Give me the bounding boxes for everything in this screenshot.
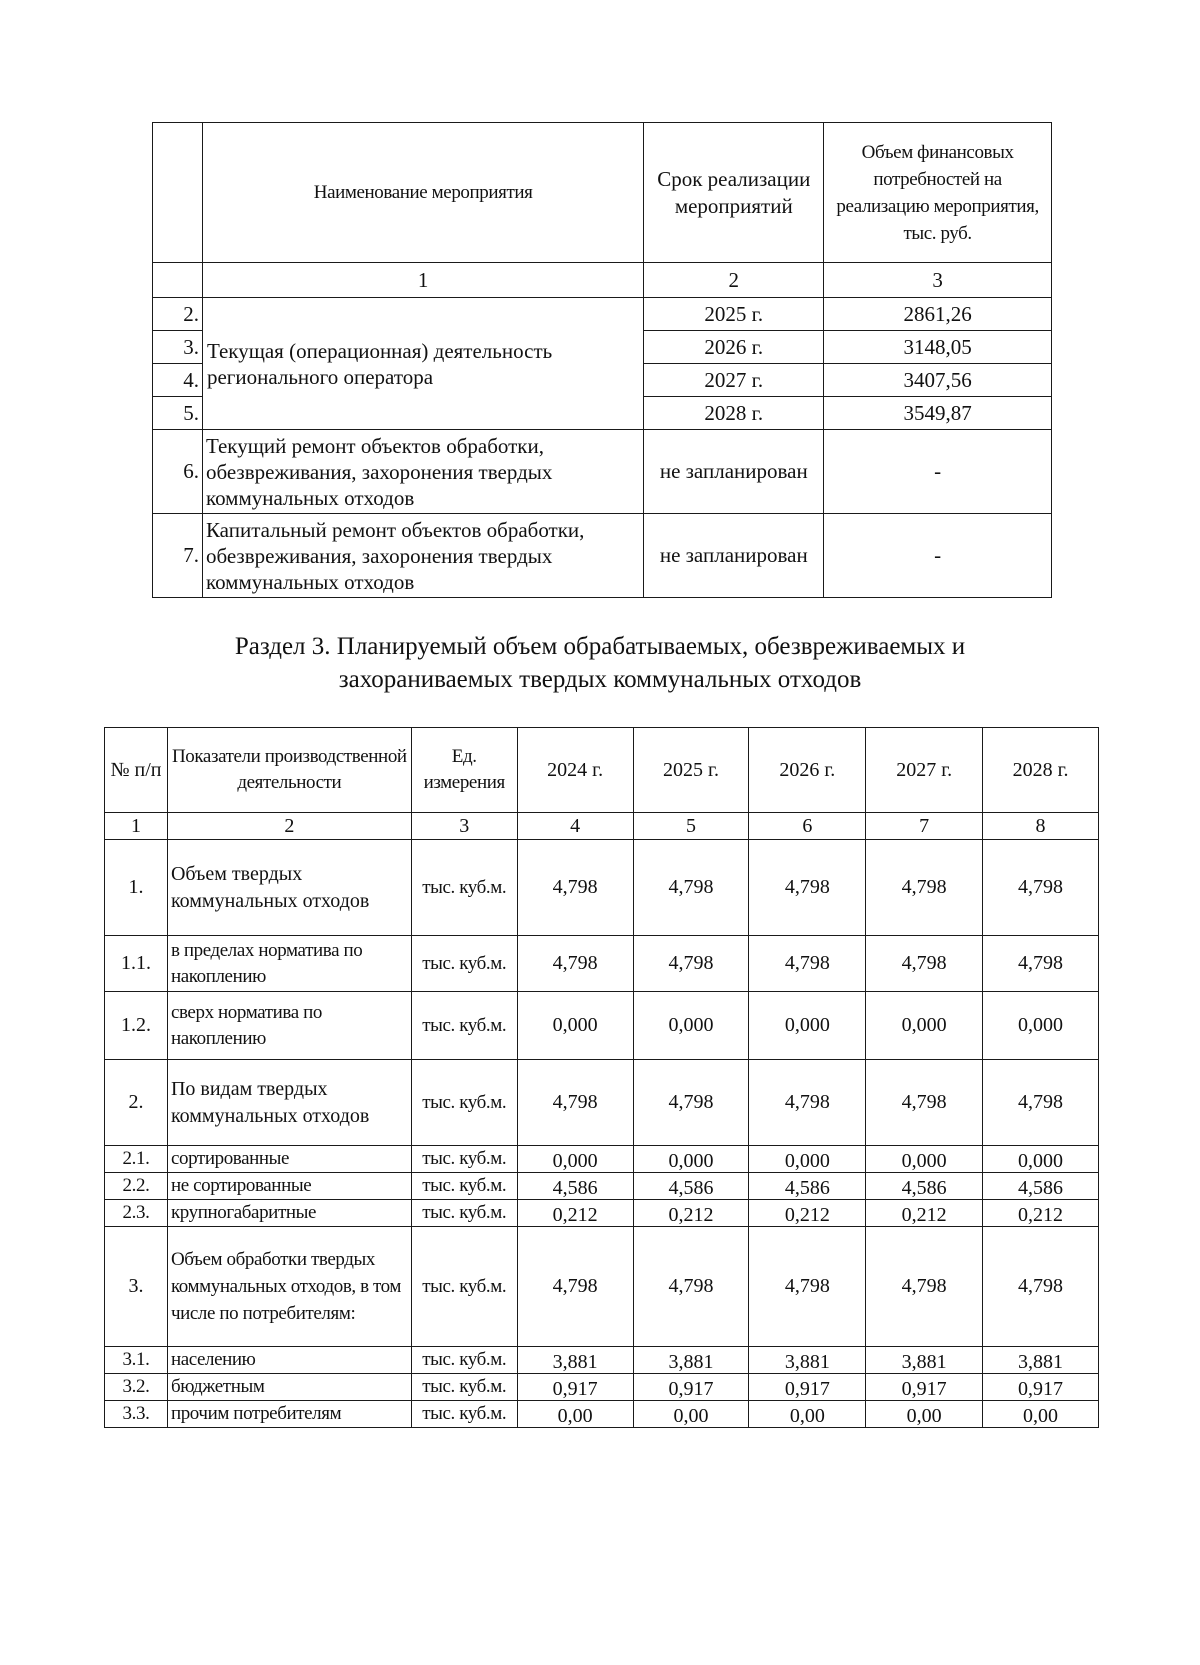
operational-activity-name: Текущая (операционная) деятельность регионального оператора [202,298,643,430]
row-indicator: не сортированные [167,1173,411,1200]
table2-colnum: 6 [749,813,866,840]
row-year: 2027 г. [644,364,824,397]
row-number: 1.1. [105,936,168,992]
table2-colnum: 3 [411,813,517,840]
row-value: 0,000 [866,992,983,1060]
table-row [105,1401,1099,1428]
row-number: 3.2. [105,1374,168,1401]
table2-header-year: 2025 г. [633,728,749,813]
table1-colnum: 1 [202,263,643,298]
row-value: 3,881 [633,1347,749,1374]
row-number: 3.3. [105,1401,168,1428]
row-value: 4,798 [749,1060,866,1146]
row-value: 0,00 [749,1401,866,1428]
row-value: 4,586 [749,1173,866,1200]
row-number: 1. [105,840,168,936]
row-value: 4,798 [517,936,633,992]
row-value: 0,00 [866,1401,983,1428]
row-amount: 3549,87 [824,397,1052,430]
row-value: 4,798 [749,936,866,992]
table2-header-year: 2028 г. [983,728,1099,813]
row-value: 3,881 [749,1347,866,1374]
row-number: 4. [153,364,203,397]
row-value: 3,881 [517,1347,633,1374]
row-indicator: Объем твердых коммунальных отходов [167,840,411,936]
row-value: 4,586 [633,1173,749,1200]
row-unit: тыс. куб.м. [411,1374,517,1401]
row-value: 4,798 [749,1227,866,1347]
row-value: 3,881 [983,1347,1099,1374]
row-value: 0,000 [866,1146,983,1173]
table2-header-indicator: Показатели производственной деятельности [167,728,411,813]
row-value: 0,917 [866,1374,983,1401]
row-value: 0,00 [633,1401,749,1428]
row-unit: тыс. куб.м. [411,1227,517,1347]
row-value: 4,798 [983,1227,1099,1347]
table2-colnum: 8 [983,813,1099,840]
row-indicator: сортированные [167,1146,411,1173]
table1-colnum-empty [153,263,203,298]
section-3-heading-line: Раздел 3. Планируемый объем обрабатываемых, обезвреживаемых и [234,633,966,660]
row-value: 0,000 [749,992,866,1060]
table2-header-year: 2027 г. [866,728,983,813]
row-value: 0,000 [633,1146,749,1173]
table1-header-volume: Объем финансовых потребностей на реализацию мероприятия, тыс. руб. [824,123,1052,263]
table1-row [153,298,1052,331]
row-value: 4,798 [633,936,749,992]
table1-row [153,514,1052,598]
table1-colnum: 3 [824,263,1052,298]
row-value: 4,798 [866,1060,983,1146]
row-indicator: сверх норматива по накоплению [167,992,411,1060]
row-value: 0,000 [517,1146,633,1173]
table2-header-row [105,728,1099,813]
row-value: 4,798 [866,1227,983,1347]
table1-colnum-row [153,263,1052,298]
row-value: 3,881 [866,1347,983,1374]
row-value: 0,000 [633,992,749,1060]
row-amount: 3148,05 [824,331,1052,364]
row-number: 7. [153,514,203,598]
section-3-heading [0,630,1200,696]
row-unit: тыс. куб.м. [411,1347,517,1374]
row-indicator: бюджетным [167,1374,411,1401]
row-value: 4,798 [983,936,1099,992]
row-unit: тыс. куб.м. [411,840,517,936]
section-3-heading-line: захораниваемых твердых коммунальных отходов [338,666,862,693]
table2-header-year: 2024 г. [517,728,633,813]
table2-colnum: 4 [517,813,633,840]
row-value: 0,000 [983,992,1099,1060]
row-value: 4,798 [983,840,1099,936]
table-row [105,1173,1099,1200]
row-year: 2026 г. [644,331,824,364]
row-value: 4,798 [633,840,749,936]
row-number: 2.3. [105,1200,168,1227]
row-amount: - [824,514,1052,598]
row-term: не запланирован [644,430,824,514]
row-value: 0,917 [517,1374,633,1401]
row-indicator: Объем обработки твердых коммунальных отходов, в том числе по потребителям: [167,1227,411,1347]
row-unit: тыс. куб.м. [411,1060,517,1146]
row-unit: тыс. куб.м. [411,936,517,992]
row-indicator: По видам твердых коммунальных отходов [167,1060,411,1146]
row-number: 5. [153,397,203,430]
row-value: 4,798 [517,1060,633,1146]
table-row [105,936,1099,992]
row-value: 0,212 [749,1200,866,1227]
row-name: Текущий ремонт объектов обработки, обезвреживания, захоронения твердых коммунальных отходов [202,430,643,514]
row-value: 0,00 [517,1401,633,1428]
row-number: 2.1. [105,1146,168,1173]
row-amount: - [824,430,1052,514]
row-unit: тыс. куб.м. [411,1200,517,1227]
table2-colnum: 7 [866,813,983,840]
row-name: Капитальный ремонт объектов обработки, обезвреживания, захоронения твердых коммунальных отходов [202,514,643,598]
table2-colnum: 5 [633,813,749,840]
table1-header-term: Срок реализации мероприятий [644,123,824,263]
table1-colnum: 2 [644,263,824,298]
row-number: 3.1. [105,1347,168,1374]
row-indicator: крупногабаритные [167,1200,411,1227]
row-value: 0,000 [517,992,633,1060]
row-number: 3. [105,1227,168,1347]
row-value: 4,798 [517,840,633,936]
row-value: 0,917 [749,1374,866,1401]
row-value: 0,212 [866,1200,983,1227]
row-value: 4,586 [983,1173,1099,1200]
row-number: 3. [153,331,203,364]
row-value: 0,00 [983,1401,1099,1428]
table2-colnum: 1 [105,813,168,840]
row-value: 4,798 [633,1227,749,1347]
table-row [105,992,1099,1060]
table1-header-row [153,123,1052,263]
row-value: 0,000 [749,1146,866,1173]
row-value: 0,917 [983,1374,1099,1401]
financial-needs-table [152,122,1052,598]
table-row [105,1200,1099,1227]
table1-row [153,430,1052,514]
table-row [105,1060,1099,1146]
row-number: 2. [105,1060,168,1146]
row-value: 4,798 [633,1060,749,1146]
row-unit: тыс. куб.м. [411,992,517,1060]
row-indicator: населению [167,1347,411,1374]
table2-header-year: 2026 г. [749,728,866,813]
row-value: 4,798 [749,840,866,936]
row-number: 2. [153,298,203,331]
row-unit: тыс. куб.м. [411,1146,517,1173]
table1-header-num [153,123,203,263]
row-value: 4,798 [517,1227,633,1347]
row-value: 0,000 [983,1146,1099,1173]
row-value: 4,798 [983,1060,1099,1146]
table2-header-num: № п/п [105,728,168,813]
row-amount: 3407,56 [824,364,1052,397]
row-number: 2.2. [105,1173,168,1200]
row-indicator: прочим потребителям [167,1401,411,1428]
row-value: 4,798 [866,840,983,936]
row-indicator: в пределах норматива по накоплению [167,936,411,992]
table-row [105,840,1099,936]
row-value: 4,586 [517,1173,633,1200]
row-year: 2025 г. [644,298,824,331]
row-term: не запланирован [644,514,824,598]
row-year: 2028 г. [644,397,824,430]
table1-header-name: Наименование мероприятия [202,123,643,263]
row-number: 6. [153,430,203,514]
table2-header-unit: Ед. измерения [411,728,517,813]
row-number: 1.2. [105,992,168,1060]
row-unit: тыс. куб.м. [411,1173,517,1200]
row-amount: 2861,26 [824,298,1052,331]
table2-colnum: 2 [167,813,411,840]
row-value: 4,586 [866,1173,983,1200]
table-row [105,1146,1099,1173]
row-unit: тыс. куб.м. [411,1401,517,1428]
waste-volume-table [104,727,1099,1428]
row-value: 0,212 [983,1200,1099,1227]
row-value: 0,917 [633,1374,749,1401]
table2-colnum-row [105,813,1099,840]
table-row [105,1374,1099,1401]
row-value: 0,212 [517,1200,633,1227]
table-row [105,1347,1099,1374]
row-value: 0,212 [633,1200,749,1227]
table-row [105,1227,1099,1347]
row-value: 4,798 [866,936,983,992]
